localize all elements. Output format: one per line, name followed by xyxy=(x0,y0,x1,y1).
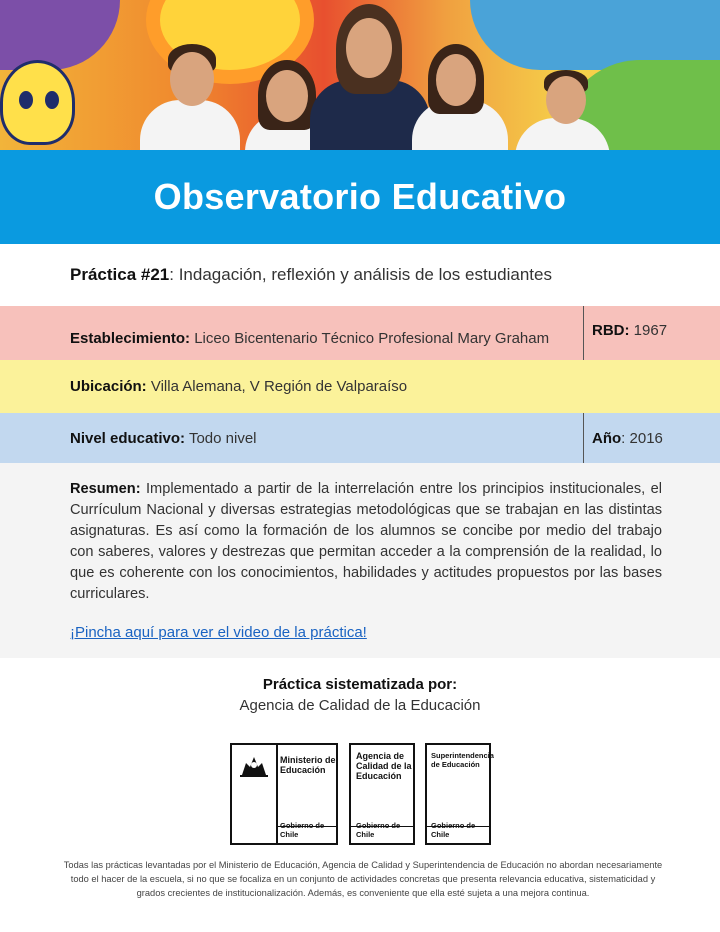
logo1-footer: Gobierno de Chile xyxy=(280,821,325,839)
establishment-value: Liceo Bicentenario Técnico Profesional Mary Graham xyxy=(190,330,550,347)
level-value: Todo nivel xyxy=(185,429,257,447)
logo3-line1: Superintendencia xyxy=(431,751,494,760)
establishment-row xyxy=(0,306,720,360)
year-label: Año xyxy=(592,429,622,447)
credit-label: Práctica sistematizada por: xyxy=(262,676,458,693)
logo-superintendencia xyxy=(425,743,494,845)
establishment-label: Establecimiento: xyxy=(70,330,191,347)
location-value: Villa Alemana, V Región de Valparaíso xyxy=(146,378,408,395)
establishment-cell xyxy=(0,306,584,360)
level-cell xyxy=(0,413,584,463)
summary-section xyxy=(0,463,720,658)
disclaimer: Todas las prácticas levantadas por el Ministerio de Educación, Agencia de Calidad y Superintendencia de Educación no abordan necesariamente todo el hacer de la escuela, si no que se focaliza en un conjunto de actividades concretas que presenta relevancia educativa, sistematicidad y grados crecientes de institucionalización. Además, es conveniente que ella esté sujeta a una mejora continua. xyxy=(63,860,663,898)
credit-section xyxy=(0,676,720,714)
logo3-footer: Gobierno de Chile xyxy=(431,821,476,839)
practice-value: : Indagación, reflexión y análisis de los estudiantes xyxy=(169,265,552,284)
mural-purple-shape xyxy=(0,0,120,70)
title-band xyxy=(0,150,720,244)
summary-label: Resumen: xyxy=(70,481,141,497)
logo2-line1: Agencia de xyxy=(356,751,405,761)
logo2-line3: Educación xyxy=(356,771,402,781)
rbd-cell xyxy=(584,306,720,360)
logo2-line2: Calidad de la xyxy=(356,761,412,771)
location-row xyxy=(0,360,720,413)
mural-bee xyxy=(0,60,75,145)
rbd-value: 1967 xyxy=(629,322,668,339)
year-value: : 2016 xyxy=(621,429,663,447)
credit-org: Agencia de Calidad de la Educación xyxy=(239,697,481,714)
logo-ministerio-educacion xyxy=(230,743,338,845)
summary-text: Implementado a partir de la interrelación entre los principios institucionales, el Currículum Nacional y diversas estrategias metodológicas que se trabajan en las distintas asignaturas. Es así como la formación de los alumnos se concibe por medio del trabajo con saberes, valores y destrezas que permitan acceder a la comprensión de la realidad, lo que es coherente con los conocimientos, habilidades y actitudes propuestos por las bases curriculares. xyxy=(70,481,662,602)
practice-row xyxy=(0,244,720,306)
logo2-footer: Gobierno de Chile xyxy=(356,821,401,839)
logo1-line2: Educación xyxy=(280,765,326,775)
logo3-line2: de Educación xyxy=(431,760,480,769)
level-label: Nivel educativo: xyxy=(70,429,186,447)
level-row xyxy=(0,413,720,463)
practice-label: Práctica #21 xyxy=(70,265,170,284)
logo1-line1: Ministerio de xyxy=(280,755,336,765)
logos-row xyxy=(0,743,720,845)
logo-agencia-calidad xyxy=(349,743,415,845)
chile-crest-icon xyxy=(238,753,270,779)
video-link[interactable]: ¡Pincha aquí para ver el video de la práctica! xyxy=(70,624,367,641)
rbd-label: RBD: xyxy=(592,322,630,339)
page-title: Observatorio Educativo xyxy=(153,176,567,217)
location-label: Ubicación: xyxy=(70,378,147,395)
hero-photo xyxy=(0,0,720,150)
summary-paragraph xyxy=(70,479,662,605)
year-cell xyxy=(584,413,720,463)
